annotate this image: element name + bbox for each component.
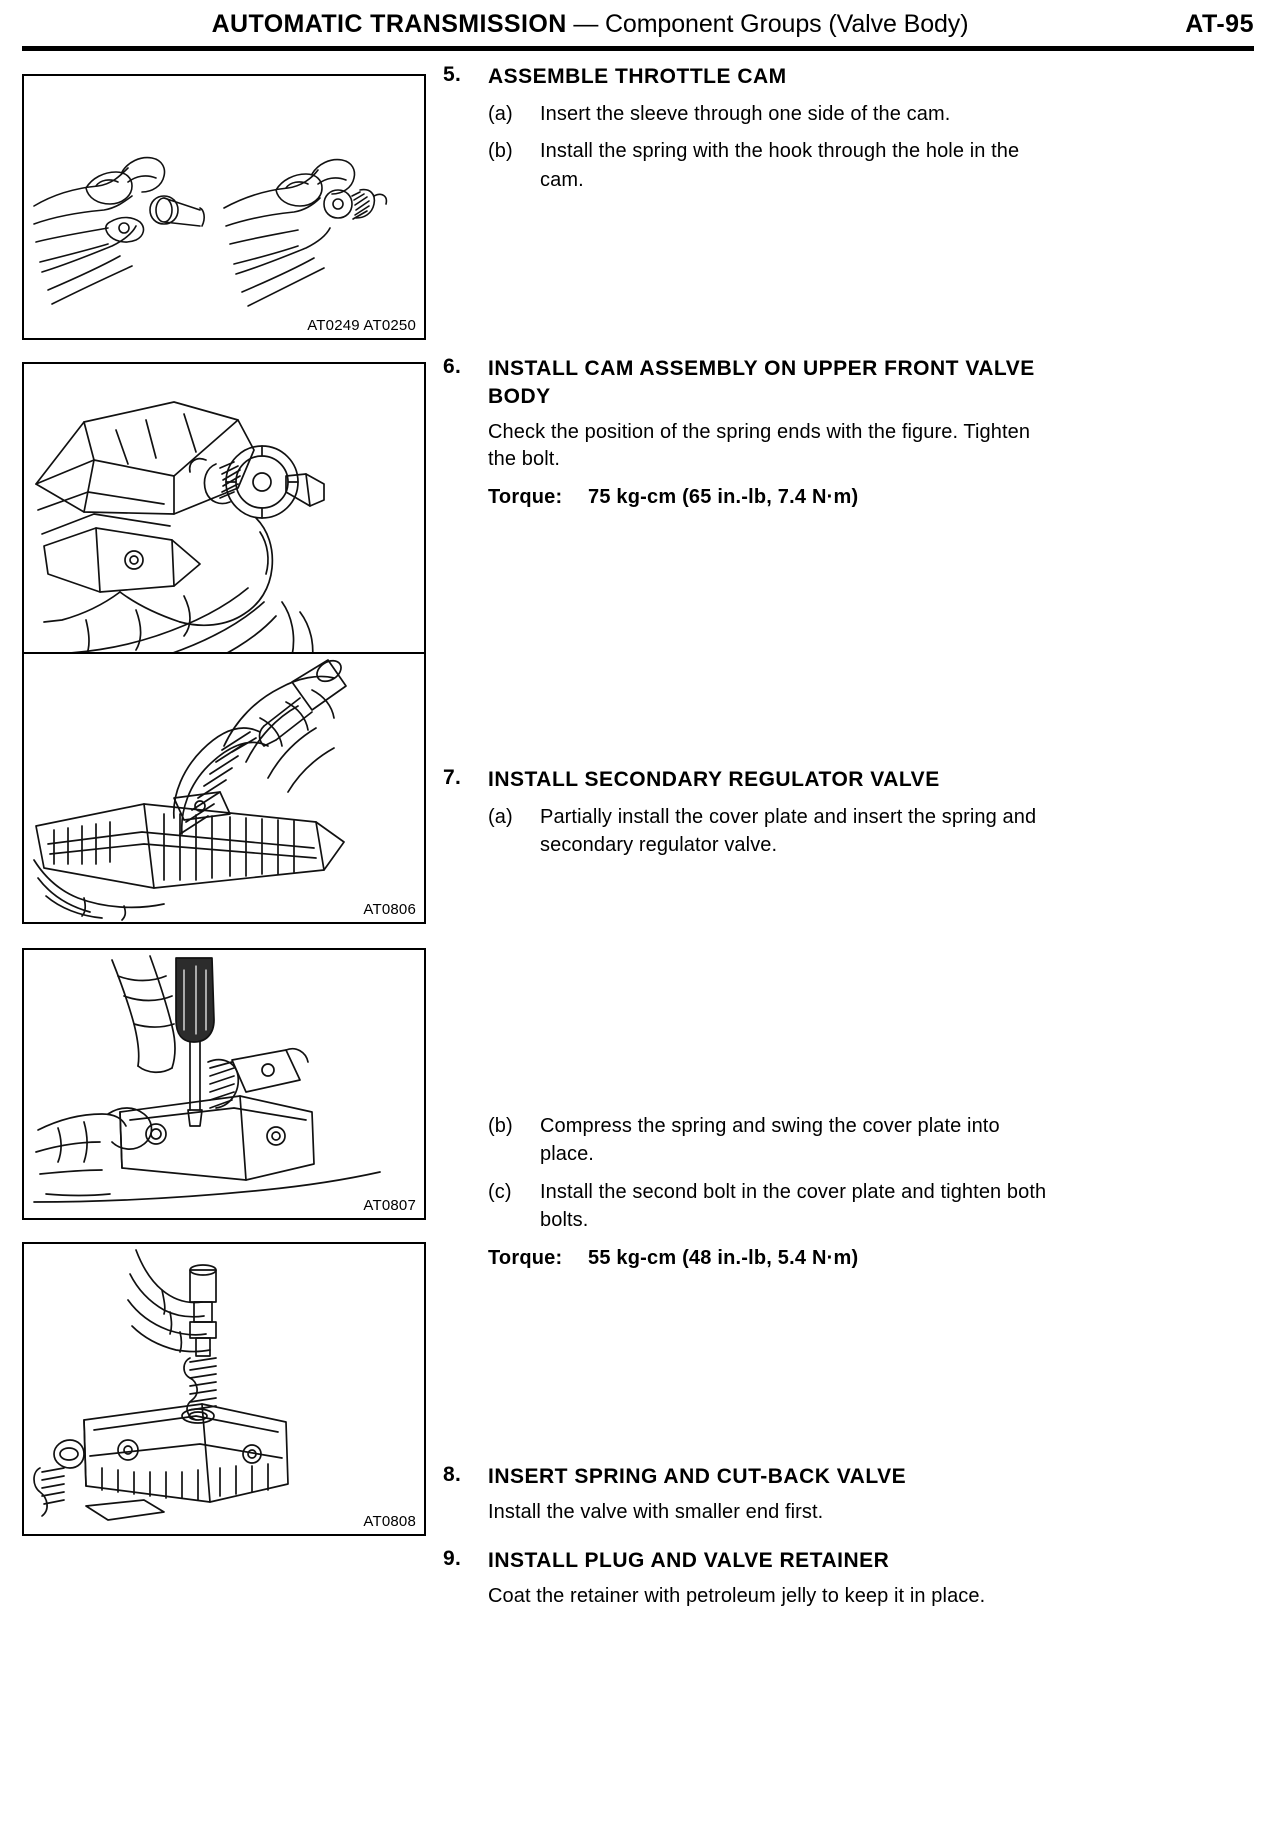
step-7-item-c	[443, 1178, 1058, 1235]
sub-item-label: (b)	[488, 140, 513, 163]
step-7-torque	[488, 1247, 1058, 1270]
figure-throttle-cam-illustration	[24, 76, 424, 338]
step-title: INSTALL CAM ASSEMBLY ON UPPER FRONT VALVE BODY	[488, 357, 1035, 408]
figure-secondary-regulator-illustration	[24, 654, 424, 922]
torque-label: Torque:	[488, 1246, 563, 1269]
figure-cutback-valve-illustration	[24, 1244, 424, 1534]
page-title-separator: —	[566, 10, 605, 38]
figure-throttle-cam-assembly	[22, 74, 426, 340]
page-title-subsection: Component Groups (Valve Body)	[604, 10, 969, 38]
step-7-item-b	[443, 1112, 1058, 1169]
step-number: 9.	[443, 1547, 462, 1570]
sub-item-label: (b)	[488, 1115, 513, 1137]
sub-item-label: (a)	[488, 102, 513, 125]
step-8-body: Install the valve with smaller end first.	[488, 1500, 824, 1523]
step-heading-7	[443, 766, 1058, 794]
figure-code: AT0806	[363, 901, 416, 918]
step-title: ASSEMBLE THROTTLE CAM	[488, 65, 787, 88]
step-block-5	[443, 63, 1058, 194]
step-block-7-continued	[443, 1112, 1058, 1270]
torque-value: 55 kg-cm (48 in.-lb, 5.4 N·m)	[588, 1246, 859, 1269]
figure-code: AT0808	[363, 1513, 416, 1530]
step-title: INSTALL PLUG AND VALVE RETAINER	[488, 1549, 890, 1572]
step-6-body: Check the position of the spring ends with the figure. Tighten the bolt.	[488, 420, 1031, 471]
figure-secondary-regulator-valve	[22, 652, 426, 924]
figure-compress-spring-illustration	[24, 950, 424, 1218]
page-header	[0, 0, 1280, 56]
torque-label: Torque:	[488, 486, 563, 509]
torque-value: 75 kg-cm (65 in.-lb, 7.4 N·m)	[588, 486, 859, 509]
step-title: INSTALL SECONDARY REGULATOR VALVE	[488, 768, 940, 791]
figure-compress-spring-cover-plate	[22, 948, 426, 1220]
step-5-item-b	[443, 137, 1058, 194]
sub-item-text: Partially install the cover plate and insert the spring and secondary regulator valve.	[540, 805, 1037, 857]
figure-cutback-valve-insert	[22, 1242, 426, 1536]
step-number: 7.	[443, 766, 462, 789]
sub-item-label: (a)	[488, 805, 513, 828]
sub-item-text: Compress the spring and swing the cover plate into place.	[540, 1115, 1000, 1166]
step-5-item-a	[443, 100, 1058, 128]
figure-code: AT0249 AT0250	[307, 317, 416, 334]
step-6-torque	[488, 486, 1058, 509]
sub-item-text: Insert the sleeve through one side of the cam.	[540, 102, 951, 125]
step-number: 8.	[443, 1463, 462, 1486]
page-title-section: AUTOMATIC TRANSMISSION	[211, 10, 567, 38]
sub-item-text: Install the second bolt in the cover plate and tighten both bolts.	[540, 1180, 1047, 1232]
step-block-7	[443, 766, 1058, 860]
sub-item-label: (c)	[488, 1180, 512, 1203]
step-heading-8	[443, 1463, 1058, 1491]
figure-code: AT0807	[363, 1197, 416, 1214]
step-block-9	[443, 1547, 1058, 1611]
step-number: 5.	[443, 63, 462, 86]
page-number: AT-95	[1185, 10, 1254, 38]
step-block-8	[443, 1463, 1058, 1527]
step-9-body: Coat the retainer with petroleum jelly to keep it in place.	[488, 1584, 986, 1607]
step-heading-5	[443, 63, 1058, 91]
step-heading-9	[443, 1547, 1058, 1575]
step-7-item-a	[443, 803, 1058, 860]
page-title	[0, 10, 1180, 39]
step-heading-6	[443, 355, 1058, 411]
step-title: INSERT SPRING AND CUT-BACK VALVE	[488, 1465, 907, 1488]
sub-item-text: Install the spring with the hook through the hole in the cam.	[540, 140, 1020, 191]
header-divider	[22, 46, 1254, 51]
step-number: 6.	[443, 355, 462, 378]
step-block-6	[443, 355, 1058, 509]
